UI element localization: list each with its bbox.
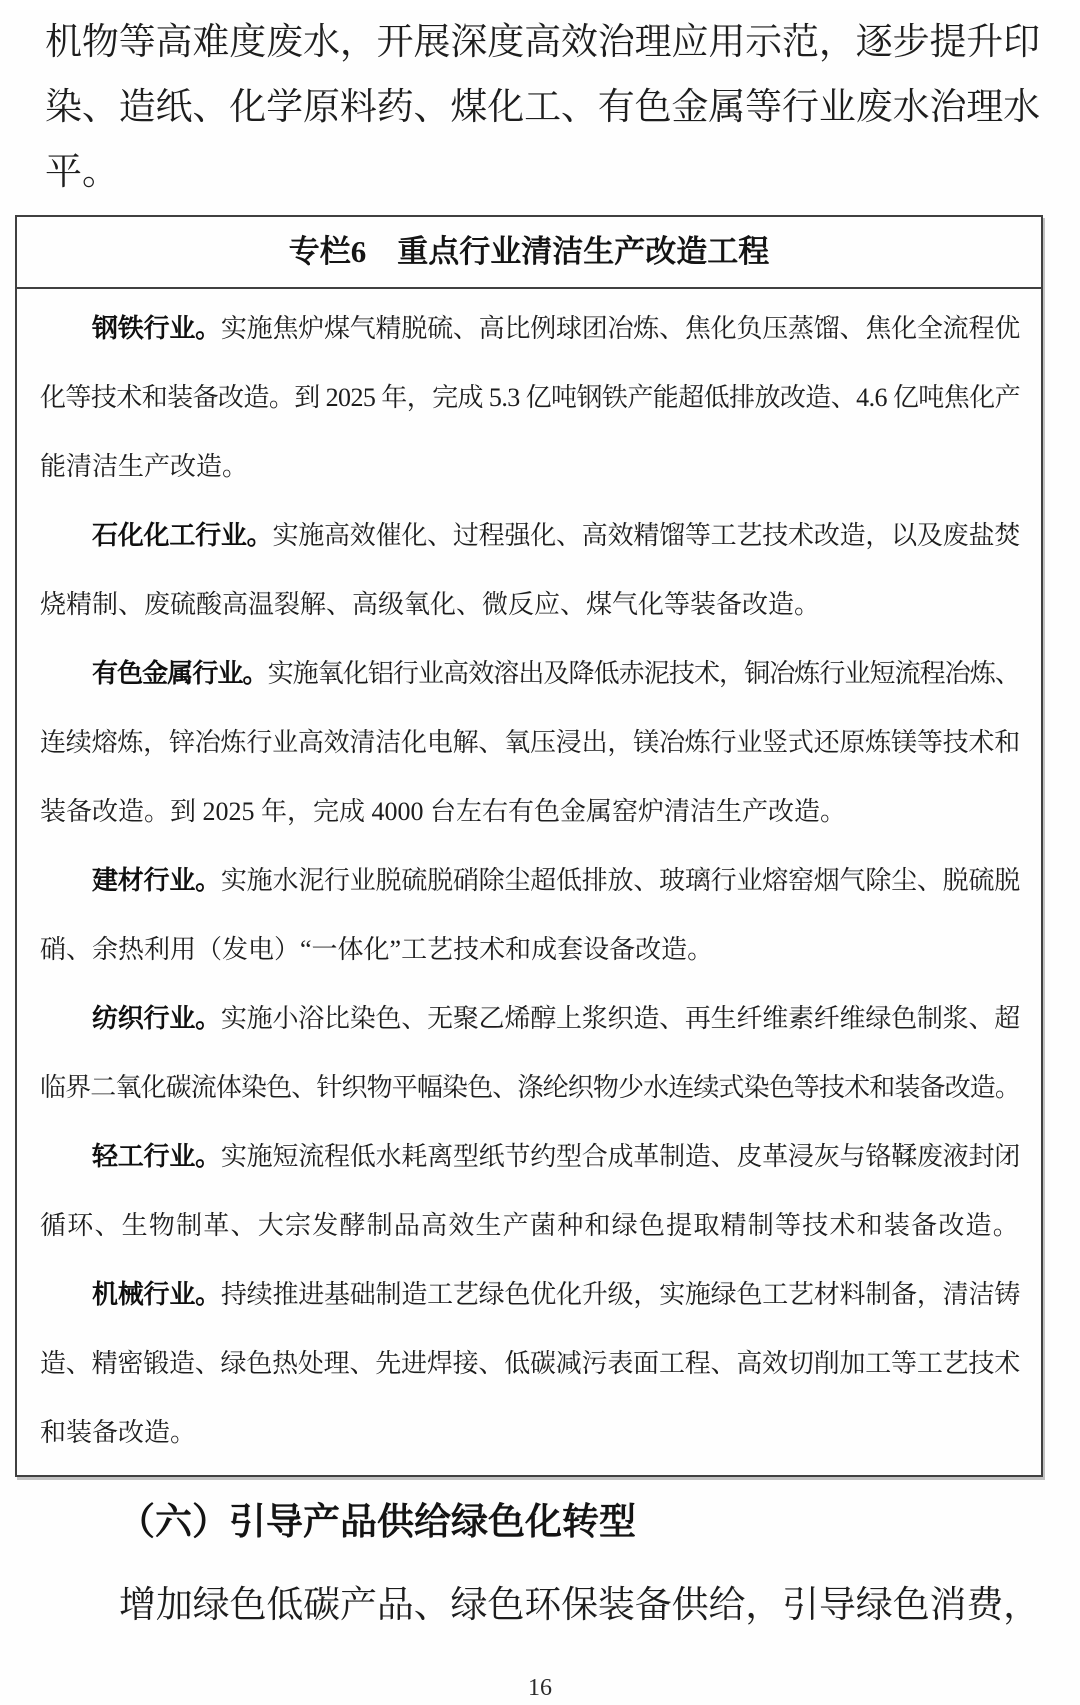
industry-text: 实施小浴比染色、无聚乙烯醇上浆织造、再生纤维素纤维绿色制浆、超	[220, 1004, 1021, 1033]
industry-steel-line: 能清洁生产改造。	[40, 452, 249, 481]
industry-text: 实施短流程低水耗离型纸节约型合成革制造、皮革浸灰与铬鞣废液封闭	[220, 1142, 1021, 1171]
page-number: 16	[528, 1675, 552, 1701]
industry-text: 实施焦炉煤气精脱硫、高比例球团冶炼、焦化负压蒸馏、焦化全流程优	[220, 314, 1021, 343]
document-page	[0, 10, 1080, 1705]
industry-building-materials-line: 硝、余热利用（发电）“一体化”工艺技术和成套设备改造。	[40, 935, 714, 964]
industry-light-industry-line	[40, 1122, 1020, 1191]
industry-label: 石化化工行业。	[92, 521, 273, 550]
industry-petrochemical-line: 烧精制、废硫酸高温裂解、高级氧化、微反应、煤气化等装备改造。	[40, 590, 821, 619]
industry-steel-line	[40, 294, 1020, 363]
industry-text: 实施水泥行业脱硫脱硝除尘超低排放、玻璃行业熔窑烟气除尘、脱硫脱	[220, 866, 1021, 895]
industry-light-industry-line: 循环、生物制革、大宗发酵制品高效生产菌种和绿色提取精制等技术和装备改造。	[40, 1211, 1021, 1240]
industry-textile-line: 临界二氧化碳流体染色、针织物平幅染色、涤纶织物少水连续式染色等技术和装备改造。	[40, 1073, 1021, 1102]
intro-line: 平。	[45, 152, 119, 193]
industry-nonferrous-line: 装备改造。到 2025 年，完成 4000 台左右有色金属窑炉清洁生产改造。	[40, 797, 847, 826]
industry-machinery-line: 造、精密锻造、绿色热处理、先进焊接、低碳减污表面工程、高效切削加工等工艺技术	[40, 1349, 1021, 1378]
industry-machinery-line	[40, 1260, 1020, 1329]
callout-box-zhuanlan6	[15, 215, 1043, 1477]
industry-nonferrous-line: 连续熔炼，锌冶炼行业高效清洁化电解、氧压浸出，镁冶炼行业竖式还原炼镁等技术和	[40, 728, 1021, 757]
industry-label: 钢铁行业。	[92, 314, 221, 343]
industry-machinery-line: 和装备改造。	[40, 1418, 197, 1447]
industry-text: 实施氧化铝行业高效溶出及降低赤泥技术，铜冶炼行业短流程冶炼、	[267, 659, 1021, 688]
industry-label: 机械行业。	[92, 1280, 221, 1309]
industry-nonferrous-line	[40, 639, 1020, 708]
industry-label: 轻工行业。	[92, 1142, 221, 1171]
box-body	[17, 289, 1041, 1475]
industry-petrochemical-line	[40, 501, 1020, 570]
intro-line: 机物等高难度废水，开展深度高效治理应用示范，逐步提升印	[45, 22, 1040, 63]
closing-paragraph: 增加绿色低碳产品、绿色环保装备供给，引导绿色消费，	[119, 1585, 1041, 1626]
industry-building-materials-line	[40, 846, 1020, 915]
industry-label: 建材行业。	[92, 866, 221, 895]
industry-text: 实施高效催化、过程强化、高效精馏等工艺技术改造，以及废盐焚	[272, 521, 1021, 550]
section-heading: （六）引导产品供给绿色化转型	[118, 1502, 636, 1543]
industry-text: 持续推进基础制造工艺绿色优化升级，实施绿色工艺材料制备，清洁铸	[220, 1280, 1021, 1309]
industry-label: 纺织行业。	[92, 1004, 221, 1033]
intro-paragraph	[45, 10, 1040, 205]
box-title: 专栏6 重点行业清洁生产改造工程	[17, 217, 1041, 289]
intro-line: 染、造纸、化学原料药、煤化工、有色金属等行业废水治理水	[45, 87, 1040, 128]
industry-label: 有色金属行业。	[92, 659, 268, 688]
industry-textile-line	[40, 984, 1020, 1053]
industry-steel-line: 化等技术和装备改造。到 2025 年，完成 5.3 亿吨钢铁产能超低排放改造、4.6 亿吨焦化产	[40, 383, 1021, 412]
